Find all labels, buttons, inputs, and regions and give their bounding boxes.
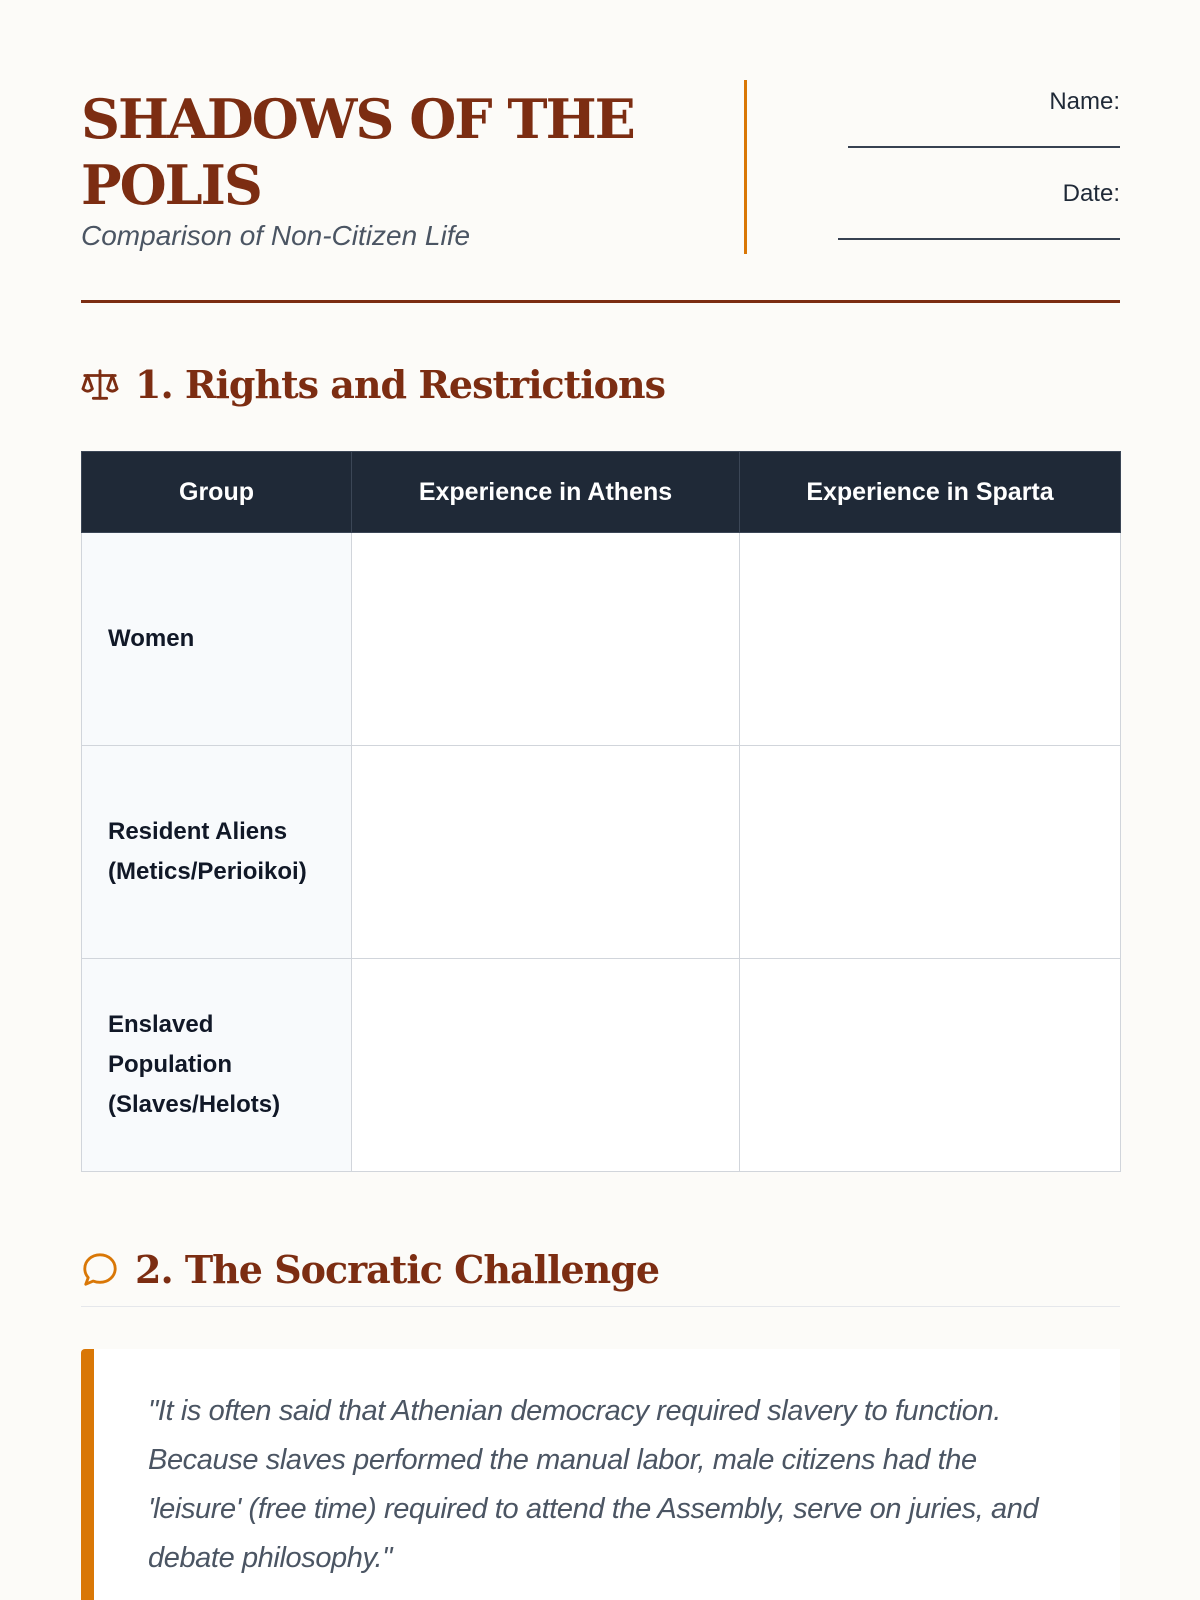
section-socratic-heading bbox=[81, 1247, 1120, 1292]
socratic-quote bbox=[81, 1349, 1120, 1600]
section-rights-title: 1. Rights and Restrictions bbox=[135, 362, 665, 407]
table-row bbox=[82, 746, 1121, 959]
scales-icon bbox=[81, 366, 119, 404]
column-header-sparta: Experience in Sparta bbox=[740, 452, 1121, 533]
date-blank-line[interactable] bbox=[838, 238, 1120, 240]
column-header-athens: Experience in Athens bbox=[352, 452, 740, 533]
quote-text: "It is often said that Athenian democracy required slavery to function. Because slaves performed the manual labor, male citizens had the 'leisure' (free time) required to attend the Assembly, serve on juries, and debate philosophy." bbox=[148, 1395, 1039, 1574]
worksheet-page bbox=[81, 0, 1120, 1600]
page-subtitle: Comparison of Non-Citizen Life bbox=[81, 220, 471, 251]
worksheet-header bbox=[81, 80, 1120, 254]
athens-answer-cell[interactable] bbox=[352, 533, 740, 746]
sparta-answer-cell[interactable] bbox=[740, 746, 1121, 959]
column-header-group: Group bbox=[82, 452, 352, 533]
section-divider bbox=[81, 1306, 1120, 1307]
speech-bubble-icon bbox=[81, 1251, 119, 1289]
page-title: SHADOWS OF THE POLIS bbox=[81, 87, 634, 217]
section-socratic-title: 2. The Socratic Challenge bbox=[135, 1247, 660, 1292]
sparta-answer-cell[interactable] bbox=[740, 959, 1121, 1172]
sparta-answer-cell[interactable] bbox=[740, 533, 1121, 746]
header-rule bbox=[81, 300, 1120, 303]
table-row bbox=[82, 959, 1121, 1172]
group-cell-enslaved: Enslaved Population (Slaves/Helots) bbox=[82, 959, 352, 1172]
name-label: Name: bbox=[1049, 88, 1120, 115]
header-divider bbox=[744, 80, 747, 254]
table-row bbox=[82, 533, 1121, 746]
athens-answer-cell[interactable] bbox=[352, 959, 740, 1172]
date-label: Date: bbox=[1062, 180, 1120, 207]
name-blank-line[interactable] bbox=[848, 146, 1120, 148]
athens-answer-cell[interactable] bbox=[352, 746, 740, 959]
group-cell-women: Women bbox=[82, 533, 352, 746]
group-cell-resident-aliens: Resident Aliens (Metics/Perioikoi) bbox=[82, 746, 352, 959]
section-rights-heading bbox=[81, 362, 1120, 407]
table-header-row bbox=[82, 452, 1121, 533]
date-field[interactable] bbox=[838, 180, 1120, 240]
name-field[interactable] bbox=[848, 88, 1120, 148]
comparison-table bbox=[81, 451, 1121, 1172]
